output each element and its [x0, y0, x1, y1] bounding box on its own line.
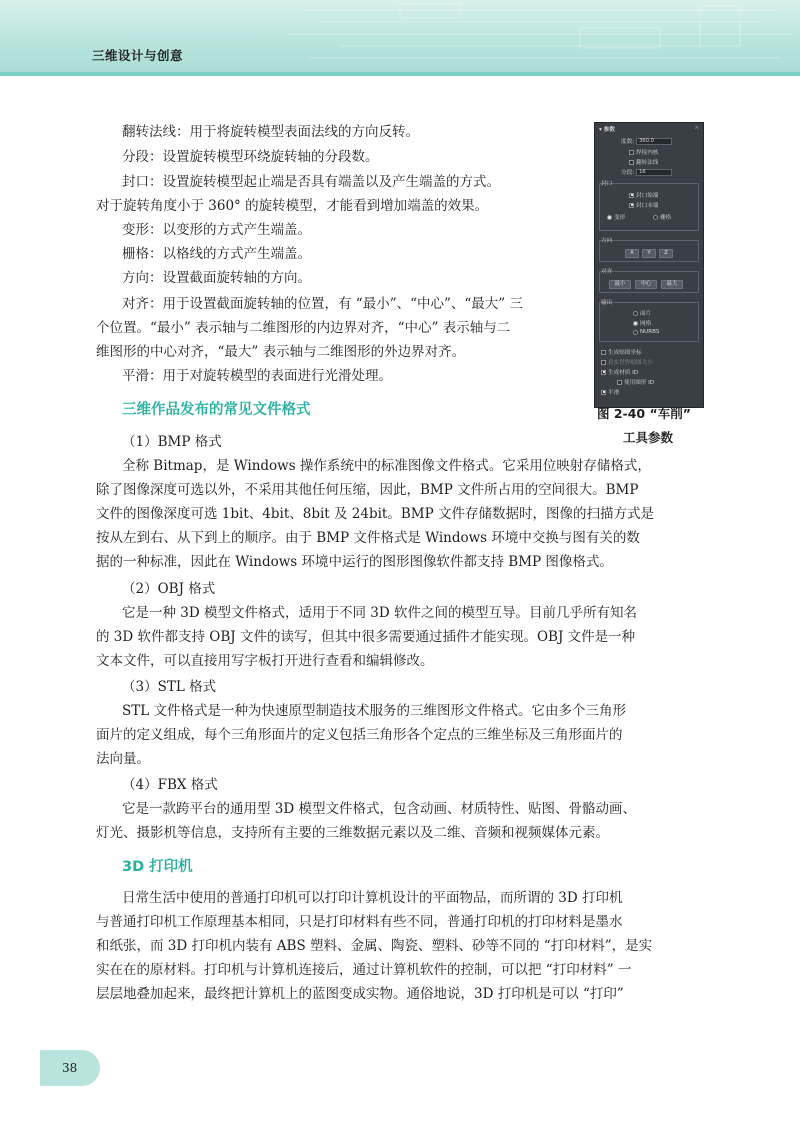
weld-core-row[interactable]: 焊接内核 [629, 148, 658, 156]
def-direction: 方向：设置截面旋转轴的方向。 [122, 270, 311, 286]
real-world-row[interactable]: 真实世界贴图大小 [601, 358, 653, 366]
section-title-file-formats: 三维作品发布的常见文件格式 [122, 402, 311, 418]
gen-mapping-checkbox[interactable] [601, 350, 606, 355]
morph-radio-row[interactable]: 变形 [607, 213, 625, 221]
use-shape-row[interactable]: 使用图形 ID [617, 378, 654, 386]
output-mesh-row[interactable]: 网格 [633, 319, 651, 327]
output-group-label: 输出 [601, 300, 613, 306]
obj-line: 的 3D 软件都支持 OBJ 文件的读写，但其中很多需要通过插件才能实现。OBJ 文件是一种 [96, 629, 636, 645]
stl-line: 法向量。 [96, 751, 150, 767]
panel-title: ▾ 参数 [599, 127, 615, 133]
bmp-heading: （1）BMP 格式 [122, 434, 222, 450]
bmp-line: 据的一种标准，因此在 Windows 环境中运行的图形图像软件都支持 BMP 图像格式。 [96, 554, 613, 570]
smooth-row[interactable]: 平滑 [601, 388, 619, 396]
close-icon[interactable]: × [694, 125, 699, 131]
gen-material-row[interactable]: 生成材质 ID [601, 368, 638, 376]
align-center-button[interactable]: 中心 [635, 280, 657, 289]
real-world-checkbox[interactable] [601, 360, 606, 365]
bmp-line: 文件的图像深度可选 1bit、4bit、8bit 及 24bit。BMP 文件存储数据时，图像的扫描方式是 [96, 506, 654, 522]
figure-caption-line2: 工具参数 [623, 430, 674, 445]
page-number: 38 [62, 1061, 78, 1075]
stl-line: STL 文件格式是一种为快速原型制造技术服务的三维图形文件格式。它由多个三角形 [122, 703, 627, 719]
output-patch-row[interactable]: 面片 [633, 309, 651, 317]
direction-z-button[interactable]: Z [659, 249, 673, 258]
def-align-cont2: 维图形的中心对齐，“最大” 表示轴与二维图形的外边界对齐。 [96, 344, 466, 360]
obj-heading: （2）OBJ 格式 [122, 581, 216, 597]
printer-line: 和纸张，而 3D 打印机内装有 ABS 塑料、金属、陶瓷、塑料、砂等不同的 “打印材料”，是实 [96, 938, 653, 954]
def-smooth: 平滑：用于对旋转模型的表面进行光滑处理。 [122, 368, 392, 384]
degree-row: 度数: 360.0 [621, 137, 672, 145]
def-cap-cont: 对于旋转角度小于 360° 的旋转模型，才能看到增加端盖的效果。 [96, 198, 489, 214]
align-group-label: 对齐 [601, 269, 613, 275]
def-flip-normals: 翻转法线：用于将旋转模型表面法线的方向反转。 [122, 124, 419, 140]
fbx-line: 它是一款跨平台的通用型 3D 模型文件格式，包含动画、材质特性、贴图、骨骼动画、 [122, 801, 636, 817]
obj-line: 文本文件，可以直接用写字板打开进行查看和编辑修改。 [96, 653, 434, 669]
bmp-line: 除了图像深度可选以外，不采用其他任何压缩，因此，BMP 文件所占用的空间很大。BMP [96, 482, 639, 498]
output-nurbs-row[interactable]: NURBS [633, 329, 659, 335]
bmp-line: 按从左到右、从下到上的顺序。由于 BMP 文件格式是 Windows 环境中交换与图有关的数 [96, 530, 640, 546]
align-min-button[interactable]: 最小 [609, 280, 631, 289]
weld-core-checkbox[interactable] [629, 150, 634, 155]
def-align-cont1: 个位置。“最小” 表示轴与二维图形的内边界对齐，“中心” 表示轴与二 [96, 320, 511, 336]
gen-material-checkbox[interactable] [601, 370, 606, 375]
align-max-button[interactable]: 最大 [661, 280, 683, 289]
stl-line: 面片的定义组成，每个三角形面片的定义包括三角形各个定点的三维坐标及三角形面片的 [96, 727, 623, 743]
printer-line: 与普通打印机工作原理基本相同，只是打印材料有些不同，普通打印机的打印材料是墨水 [96, 914, 623, 930]
grid-radio-row[interactable]: 栅格 [653, 213, 671, 221]
segments-row: 分段: 16 [621, 168, 672, 176]
cap-group-label: 封口 [601, 181, 613, 187]
fbx-heading: （4）FBX 格式 [122, 777, 218, 793]
output-nurbs-radio[interactable] [633, 330, 638, 335]
figure-caption-line1: 图 2-40 “车削” [597, 406, 691, 421]
morph-radio[interactable] [607, 215, 612, 220]
fbx-line: 灯光、摄影机等信息，支持所有主要的三维数据元素以及二维、音频和视频媒体元素。 [96, 825, 609, 841]
printer-line: 日常生活中使用的普通打印机可以打印计算机设计的平面物品，而所谓的 3D 打印机 [122, 890, 623, 906]
header-decoration [280, 0, 800, 76]
obj-line: 它是一种 3D 模型文件格式，适用于不同 3D 软件之间的模型互导。目前几乎所有知名 [122, 605, 637, 621]
page-header [0, 0, 800, 76]
lathe-parameters-panel [594, 122, 704, 408]
smooth-checkbox[interactable] [601, 390, 606, 395]
def-morph: 变形：以变形的方式产生端盖。 [122, 222, 311, 238]
header-title: 三维设计与创意 [92, 48, 184, 63]
def-segments: 分段：设置旋转模型环绕旋转轴的分段数。 [122, 149, 379, 165]
cap-end-row[interactable]: 封口末端 [629, 201, 658, 209]
def-cap: 封口：设置旋转模型起止端是否具有端盖以及产生端盖的方式。 [122, 174, 500, 190]
gen-mapping-row[interactable]: 生成贴图坐标 [601, 348, 642, 356]
use-shape-checkbox[interactable] [617, 380, 622, 385]
direction-group-label: 方向 [601, 238, 613, 244]
direction-x-button[interactable]: X [625, 249, 639, 258]
flip-normals-checkbox[interactable] [629, 160, 634, 165]
section-title-3d-printer: 3D 打印机 [122, 859, 193, 875]
printer-line: 实在在的原材料。打印机与计算机连接后，通过计算机软件的控制，可以把 “打印材料” 一 [96, 962, 632, 978]
stl-heading: （3）STL 格式 [122, 679, 217, 695]
cap-end-checkbox[interactable] [629, 203, 634, 208]
direction-y-button[interactable]: Y [642, 249, 656, 258]
cap-start-checkbox[interactable] [629, 193, 634, 198]
printer-line: 层层地叠加起来，最终把计算机上的蓝图变成实物。通俗地说，3D 打印机是可以 “打印” [96, 986, 624, 1002]
header-rule [0, 72, 800, 76]
degree-spinner[interactable]: 360.0 [636, 138, 672, 145]
grid-radio[interactable] [653, 215, 658, 220]
segments-spinner[interactable]: 16 [636, 169, 672, 176]
output-mesh-radio[interactable] [633, 321, 638, 326]
def-grid: 栅格：以格线的方式产生端盖。 [122, 246, 311, 262]
def-align: 对齐：用于设置截面旋转轴的位置，有 “最小”、“中心”、“最大” 三 [122, 296, 523, 312]
output-patch-radio[interactable] [633, 311, 638, 316]
flip-normals-row[interactable]: 翻转法线 [629, 158, 658, 166]
bmp-line: 全称 Bitmap，是 Windows 操作系统中的标准图像文件格式。它采用位映射存储格式， [122, 458, 651, 474]
cap-start-row[interactable]: 封口始端 [629, 191, 658, 199]
